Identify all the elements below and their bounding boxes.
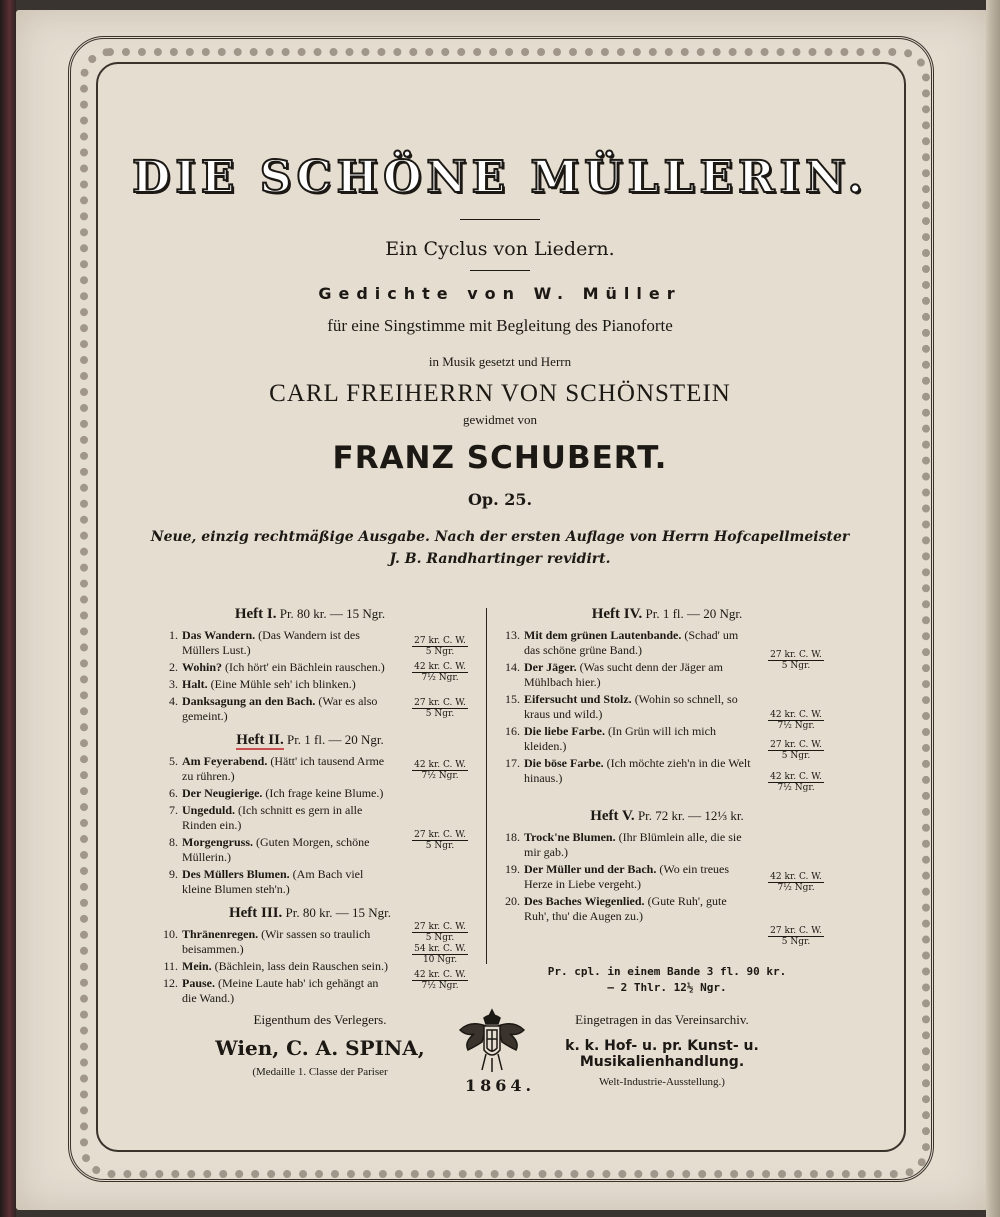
price-label: 27 kr. C. W. 5 Ngr. <box>768 740 824 761</box>
complete-price-line-2: — 2 Thlr. 12½ Ngr. <box>607 981 727 994</box>
heft-heading: Heft I. Pr. 80 kr. — 15 Ngr. <box>234 606 386 622</box>
price-label: 42 kr. C. W. 7½ Ngr. <box>412 970 468 991</box>
song-entry: 13. Mit dem grünen Lautenbande. (Schad' um das schöne grüne Band.) <box>505 628 739 657</box>
complete-price <box>502 964 832 996</box>
owner-line: Eigenthum des Verlegers. <box>253 1012 387 1027</box>
price-label: 27 kr. C. W. 5 Ngr. <box>768 926 824 947</box>
title-divider <box>460 219 540 220</box>
song-entry: 19. Der Müller und der Bach. (Wo ein treues Herze in Liebe vergeht.) <box>505 862 730 891</box>
imperial-eagle-icon <box>456 1006 528 1076</box>
voice-line: für eine Singstimme mit Begleitung des Pianoforte <box>327 316 673 335</box>
price-label: 42 kr. C. W. 7½ Ngr. <box>412 662 468 683</box>
work-title: DIE SCHÖNE MÜLLERIN. <box>132 152 868 203</box>
edition-note <box>0 526 1000 570</box>
song-entry: 17. Die böse Farbe. (Ich möchte zieh'n in die Welt hinaus.) <box>505 756 751 785</box>
column-divider <box>486 608 487 964</box>
publisher-left <box>200 1012 440 1078</box>
complete-price-line-1: Pr. cpl. in einem Bande 3 fl. 90 kr. <box>547 965 787 978</box>
song-entry: 2. Wohin? (Ich hört' ein Bächlein rauschen.) <box>169 660 385 674</box>
song-entry: 9. Des Müllers Blumen. (Am Bach viel kleine Blumen steh'n.) <box>169 867 364 896</box>
edition-line-2: J. B. Randhartinger revidirt. <box>389 551 611 567</box>
subtitle: Ein Cyclus von Liedern. <box>385 238 615 260</box>
price-label: 27 kr. C. W. 5 Ngr. <box>412 922 468 943</box>
heft-heading: Heft V. Pr. 72 kr. — 12⅓ kr. <box>590 808 744 824</box>
song-entry: 18. Trock'ne Blumen. (Ihr Blümlein alle, die sie mir gab.) <box>505 830 742 859</box>
song-entry: 10. Thränenregen. (Wir sassen so traulich beisammen.) <box>163 927 371 956</box>
song-entry: 12. Pause. (Meine Laute hab' ich gehängt an die Wand.) <box>163 976 379 1005</box>
dedicatee: CARL FREIHERRN VON SCHÖNSTEIN <box>269 380 731 407</box>
publication-year: 1864. <box>464 1076 536 1095</box>
heft-heading: Heft IV. Pr. 1 fl. — 20 Ngr. <box>591 606 743 622</box>
medal-line: (Medaille 1. Classe der Pariser <box>252 1066 388 1078</box>
heft-heading: Heft II. Pr. 1 fl. — 20 Ngr. <box>236 732 384 748</box>
song-entry: 8. Morgengruss. (Guten Morgen, schöne Müllerin.) <box>169 835 370 864</box>
price-label: 27 kr. C. W. 5 Ngr. <box>412 830 468 851</box>
price-label: 27 kr. C. W. 5 Ngr. <box>412 636 468 657</box>
price-label: 27 kr. C. W. 5 Ngr. <box>768 650 824 671</box>
price-label: 42 kr. C. W. 7½ Ngr. <box>412 760 468 781</box>
song-entry: 7. Ungeduld. (Ich schnitt es gern in alle Rinden ein.) <box>169 803 363 832</box>
song-entry: 16. Die liebe Farbe. (In Grün will ich mich kleiden.) <box>505 724 716 753</box>
song-entry: 3. Halt. (Eine Mühle seh' ich blinken.) <box>169 677 356 691</box>
song-entry: 5. Am Feyerabend. (Hätt' ich tausend Arme zu rühren.) <box>169 754 385 783</box>
price-label: 42 kr. C. W. 7½ Ngr. <box>768 872 824 893</box>
price-label: 54 kr. C. W. 10 Ngr. <box>412 944 468 965</box>
price-label: 42 kr. C. W. 7½ Ngr. <box>768 710 824 731</box>
song-entry: 20. Des Baches Wiegenlied. (Gute Ruh', gute Ruh', thu' die Augen zu.) <box>505 894 727 923</box>
song-entry: 4. Danksagung an den Bach. (War es also gemeint.) <box>169 694 378 723</box>
registered-line: Eingetragen in das Vereinsarchiv. <box>575 1012 749 1027</box>
song-entry: 6. Der Neugierige. (Ich frage keine Blume.) <box>169 786 384 800</box>
song-entry: 14. Der Jäger. (Was sucht denn der Jäger am Mühlbach hier.) <box>505 660 723 689</box>
composer: FRANZ SCHUBERT. <box>332 440 668 476</box>
publisher-name: Wien, C. A. SPINA, <box>215 1036 425 1060</box>
heft-heading: Heft III. Pr. 80 kr. — 15 Ngr. <box>228 905 392 921</box>
song-entry: 15. Eifersucht und Stolz. (Wohin so schnell, so kraus und wild.) <box>505 692 738 721</box>
poet-line: Gedichte von W. Müller <box>318 284 682 303</box>
song-entry: 1. Das Wandern. (Das Wandern ist des Müllers Lust.) <box>169 628 360 657</box>
exhibition-line: Welt-Industrie-Ausstellung.) <box>599 1076 725 1088</box>
price-label: 27 kr. C. W. 5 Ngr. <box>412 698 468 719</box>
song-entry: 11. Mein. (Bächlein, lass dein Rauschen sein.) <box>163 959 388 973</box>
dedication-pre: in Musik gesetzt und Herrn <box>428 354 572 369</box>
dedication-post: gewidmet von <box>462 412 537 427</box>
price-label: 42 kr. C. W. 7½ Ngr. <box>768 772 824 793</box>
opus-number: Op. 25. <box>467 490 533 509</box>
edition-line-1: Neue, einzig rechtmäßige Ausgabe. Nach der ersten Auflage von Herrn Hofcapellmeister <box>150 529 850 545</box>
firm-line: k. k. Hof- u. pr. Kunst- u. Musikalienhandlung. <box>565 1038 759 1070</box>
subtitle-divider <box>470 270 530 271</box>
